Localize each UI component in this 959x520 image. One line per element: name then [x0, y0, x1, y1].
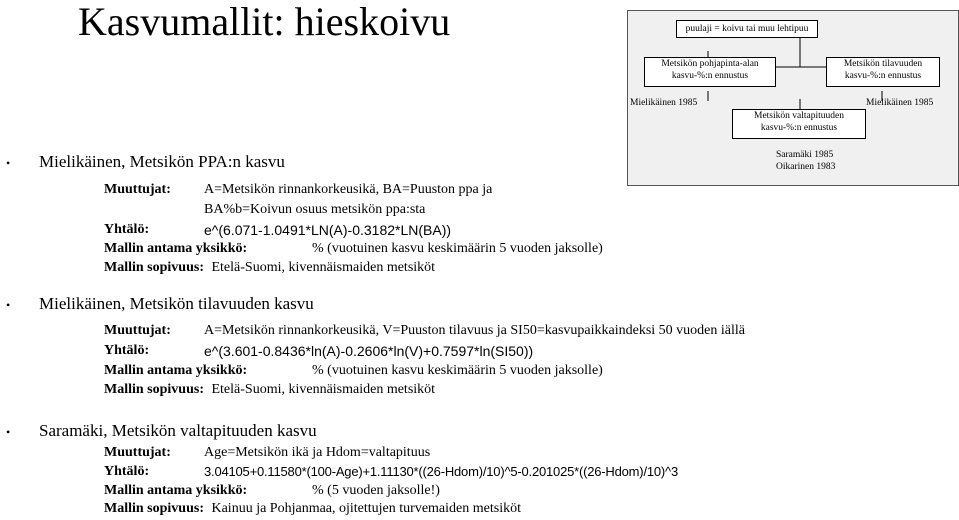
species-condition-box: puulaji = koivu tai muu lehtipuu [676, 20, 818, 38]
yksikko-label: Mallin antama yksikkö: [104, 483, 248, 498]
volume-growth-line-2: kasvu-%:n ennustus [844, 71, 922, 81]
section-2-yhtalo-row [104, 342, 534, 360]
bottom-reference-line-1: Saramäki 1985 [776, 150, 834, 160]
basal-area-growth-line-1: Metsikön pohjapinta-alan [661, 59, 759, 69]
sopivuus-value: Etelä-Suomi, kivennäismaiden metsiköt [211, 382, 436, 397]
section-3-yksikko-row [104, 482, 440, 500]
slide-title: Kasvumallit: hieskoivu [78, 0, 451, 44]
left-reference: Mielikäinen 1985 [630, 98, 698, 108]
yhtalo-value: 3.04105+0.11580*(100-Age)+1.11130*((26-Hdom)/10)^5-0.201025*((26-Hdom)/10)^3 [204, 464, 678, 479]
section-2-muuttujat-row [104, 322, 745, 340]
sopivuus-label: Mallin sopivuus: [104, 501, 204, 516]
yksikko-value: % (vuotuinen kasvu keskimäärin 5 vuoden jaksolle) [312, 241, 603, 256]
muuttujat-label: Muuttujat: [104, 445, 171, 460]
muuttujat-value-2: BA%b=Koivun osuus metsikön ppa:sta [204, 202, 426, 217]
bullet-marker: • [6, 425, 11, 439]
yhtalo-label: Yhtälö: [104, 222, 150, 237]
muuttujat-label: Muuttujat: [104, 182, 171, 197]
yksikko-value: % (5 vuoden jaksolle!) [312, 483, 440, 498]
volume-growth-box [826, 57, 940, 87]
dominant-height-growth-line-1: Metsikön valtapituuden [754, 111, 844, 121]
bullet-marker: • [6, 298, 11, 312]
sopivuus-value: Etelä-Suomi, kivennäismaiden metsiköt [211, 260, 436, 275]
yksikko-value: % (vuotuinen kasvu keskimäärin 5 vuoden jaksolle) [312, 363, 603, 378]
basal-area-growth-box [644, 57, 776, 87]
section-2-yksikko-row [104, 362, 603, 380]
section-3-sopivuus-row [104, 500, 521, 518]
yhtalo-value: e^(6.071-1.0491*LN(A)-0.3182*LN(BA)) [204, 222, 452, 238]
volume-growth-line-1: Metsikön tilavuuden [843, 59, 923, 69]
yhtalo-label: Yhtälö: [104, 343, 150, 358]
dominant-height-growth-box [732, 109, 866, 139]
section-1-heading: Mielikäinen, Metsikön PPA:n kasvu [39, 152, 285, 171]
section-1-sopivuus-row [104, 259, 435, 277]
section-3-yhtalo-row [104, 463, 678, 481]
section-1-yksikko-row [104, 240, 603, 258]
yhtalo-label: Yhtälö: [104, 464, 150, 479]
yhtalo-value: e^(3.601-0.8436*ln(A)-0.2606*ln(V)+0.7597*ln(SI50)) [204, 343, 534, 359]
model-diagram [627, 10, 959, 186]
bottom-reference-line-2: Oikarinen 1983 [776, 162, 836, 172]
section-2-sopivuus-row [104, 381, 435, 399]
sopivuus-label: Mallin sopivuus: [104, 382, 204, 397]
bottom-reference [776, 149, 835, 173]
section-1-yhtalo-row [104, 221, 452, 239]
sopivuus-label: Mallin sopivuus: [104, 260, 204, 275]
basal-area-growth-line-2: kasvu-%:n ennustus [671, 71, 749, 81]
section-1-muuttujat-row [104, 181, 493, 199]
section-3-heading: Saramäki, Metsikön valtapituuden kasvu [39, 421, 317, 440]
yksikko-label: Mallin antama yksikkö: [104, 241, 248, 256]
dominant-height-growth-line-2: kasvu-%:n ennustus [760, 123, 838, 133]
right-reference: Mielikäinen 1985 [866, 98, 934, 108]
bullet-marker: • [6, 156, 11, 170]
yksikko-label: Mallin antama yksikkö: [104, 363, 248, 378]
section-2-heading: Mielikäinen, Metsikön tilavuuden kasvu [39, 294, 314, 313]
muuttujat-value: A=Metsikön rinnankorkeusikä, BA=Puuston ppa ja [204, 182, 493, 197]
sopivuus-value: Kainuu ja Pohjanmaa, ojitettujen turvemaiden metsiköt [211, 501, 521, 516]
muuttujat-value: Age=Metsikön ikä ja Hdom=valtapituus [204, 445, 431, 460]
section-3-muuttujat-row [104, 444, 431, 462]
muuttujat-value: A=Metsikön rinnankorkeusikä, V=Puuston tilavuus ja SI50=kasvupaikkaindeksi 50 vuoden iällä [204, 323, 745, 338]
muuttujat-label: Muuttujat: [104, 323, 171, 338]
